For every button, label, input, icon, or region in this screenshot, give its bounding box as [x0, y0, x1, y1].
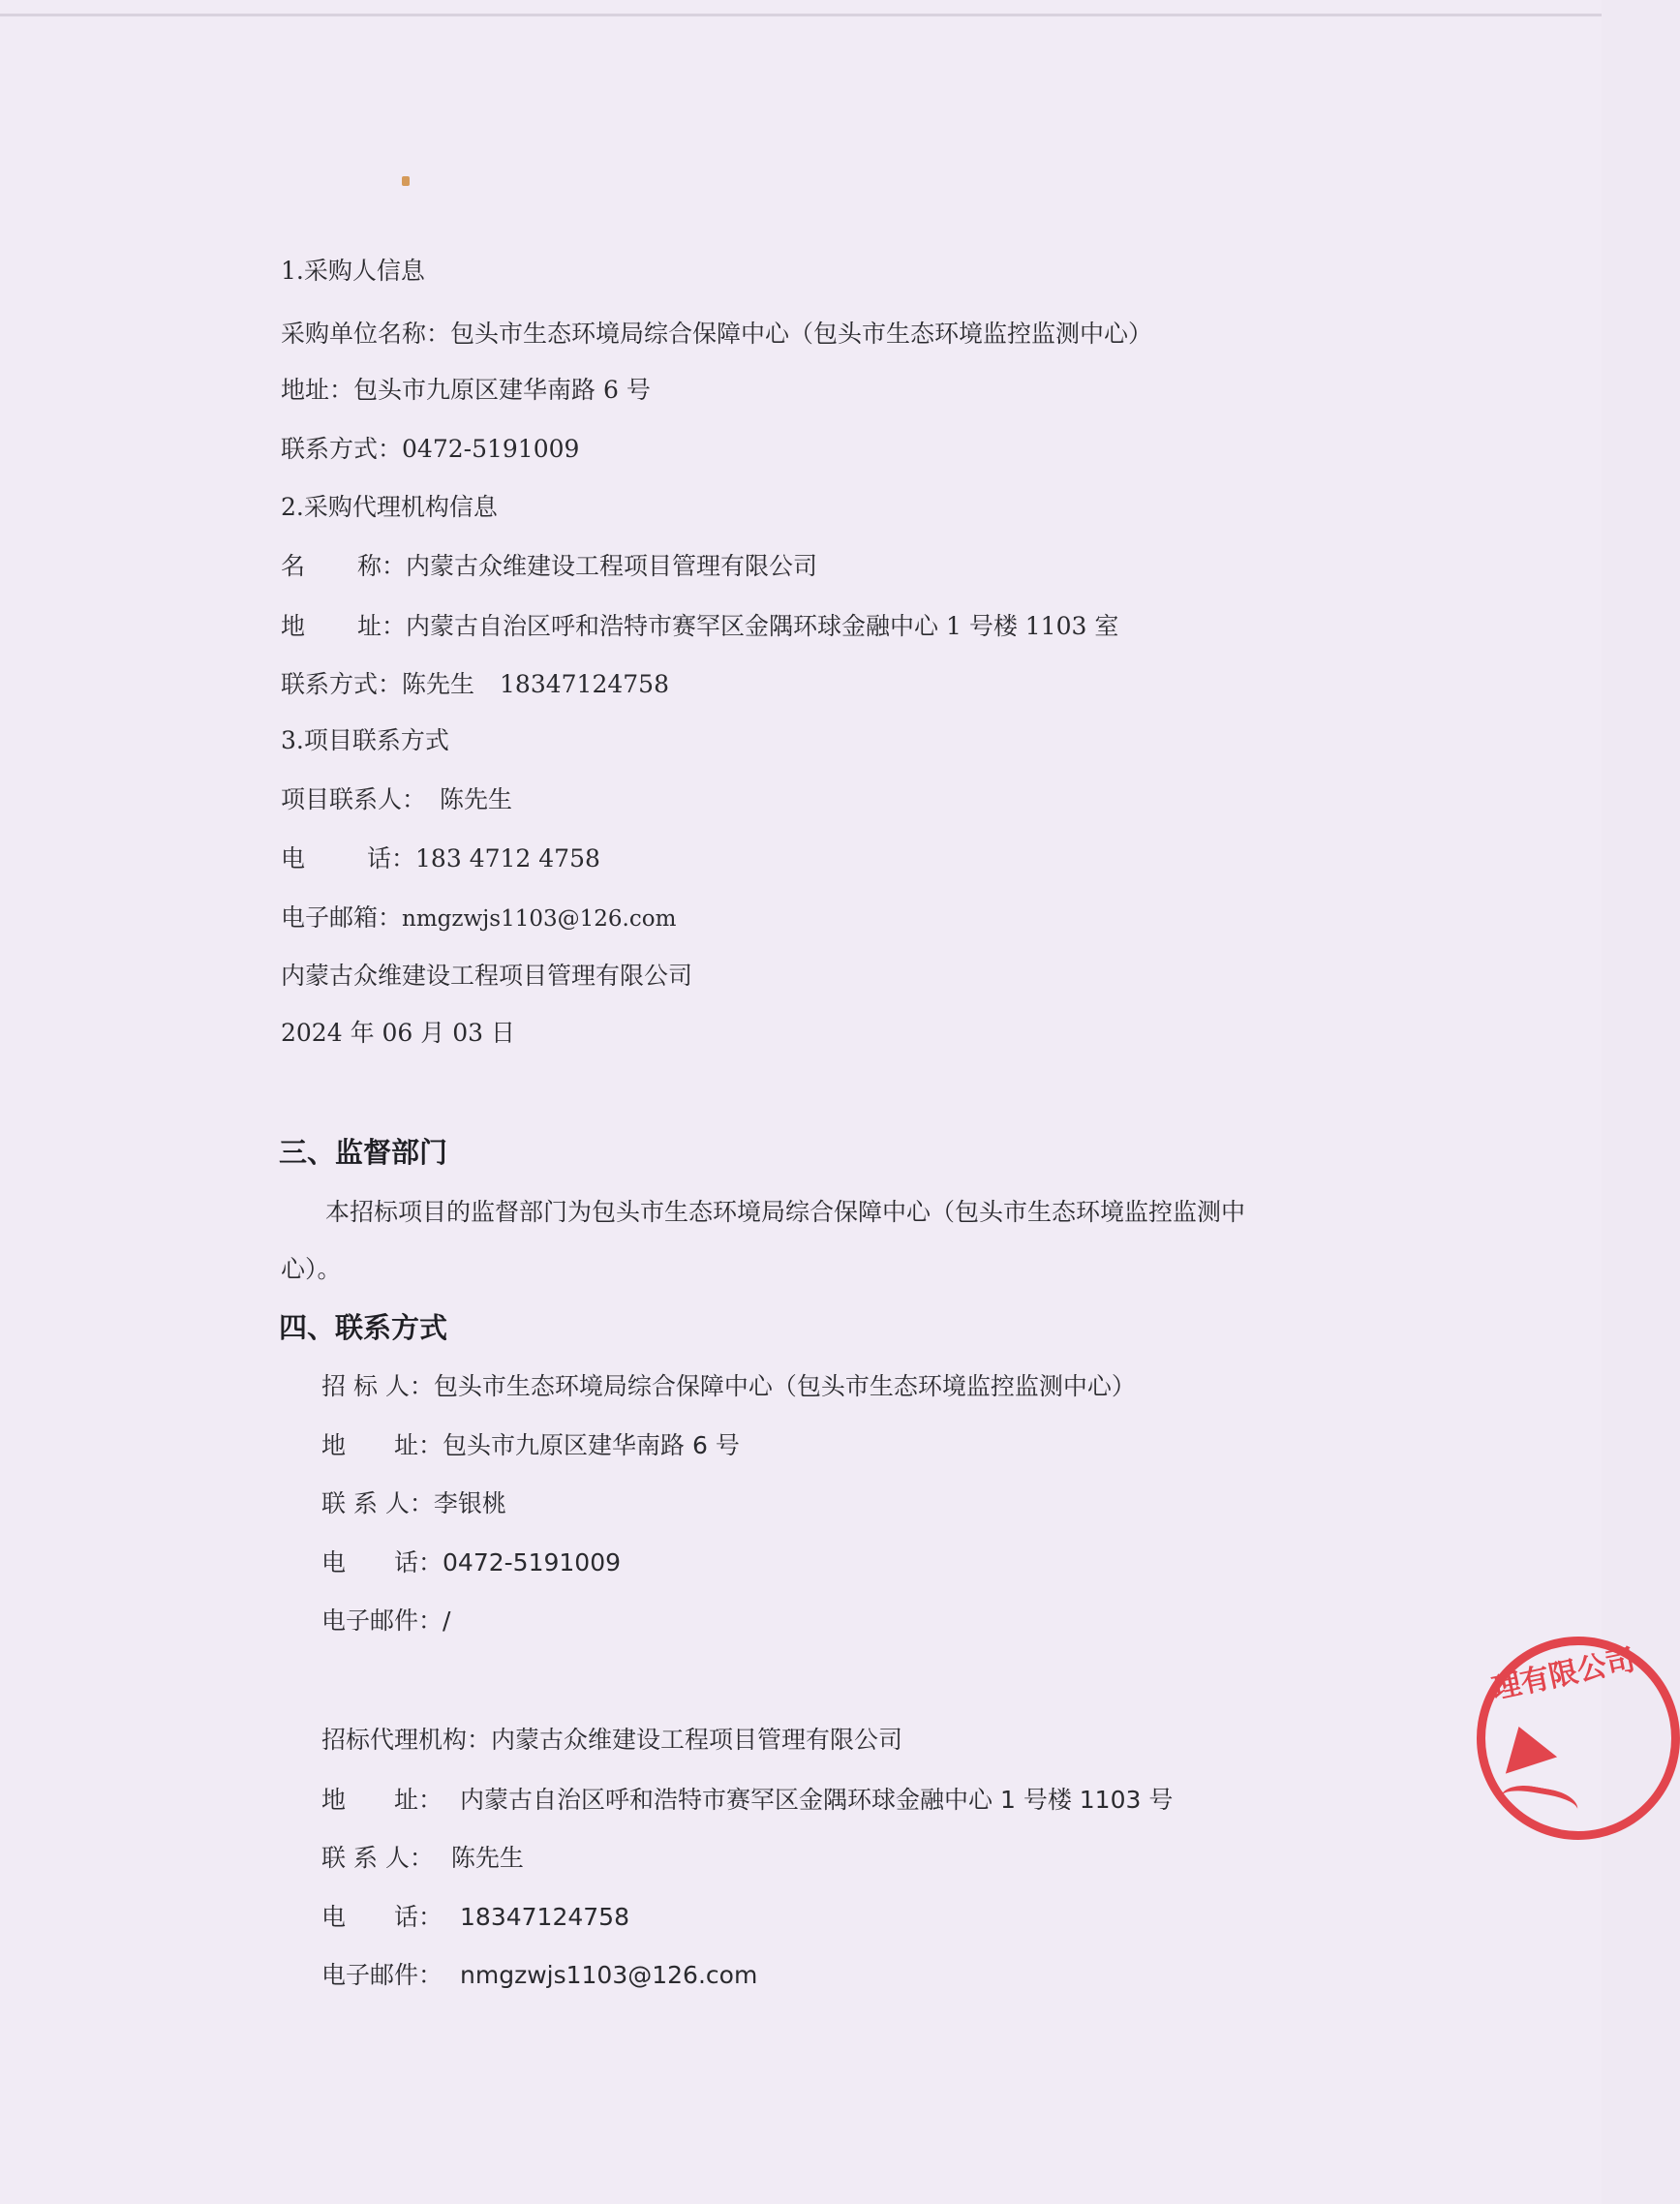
- supervision-text-line2: 心）。: [281, 1255, 342, 1283]
- supervision-text-line1: 本招标项目的监督部门为包头市生态环境局综合保障中心（包头市生态环境监控监测中: [325, 1198, 1246, 1226]
- scan-speck: [402, 176, 410, 186]
- project-contact-email-row: 电子邮箱：nmgzwjs1103@126.com: [281, 903, 677, 932]
- tender-agency-phone-row: 电 话： 18347124758: [321, 1903, 629, 1931]
- tenderer-address-row: 地 址：包头市九原区建华南路 6 号: [321, 1431, 740, 1459]
- signature-company: 内蒙古众维建设工程项目管理有限公司: [281, 962, 693, 990]
- seal-text: 理有限公司: [1488, 1642, 1638, 1707]
- agency-section-title: 2.采购代理机构信息: [281, 493, 498, 521]
- tender-agency-address-row: 地 址： 内蒙古自治区呼和浩特市赛罕区金隅环球金融中心 1 号楼 1103 号: [321, 1786, 1174, 1814]
- purchaser-name-row: 采购单位名称：包头市生态环境局综合保障中心（包头市生态环境监控监测中心）: [281, 320, 1153, 348]
- tenderer-row: 招 标 人：包头市生态环境局综合保障中心（包头市生态环境监控监测中心）: [321, 1372, 1136, 1400]
- supervision-heading: 三、监督部门: [279, 1136, 448, 1169]
- signature-date: 2024 年 06 月 03 日: [281, 1019, 515, 1047]
- project-contact-person-row: 项目联系人： 陈先生: [281, 785, 513, 813]
- tender-agency-row: 招标代理机构：内蒙古众维建设工程项目管理有限公司: [321, 1726, 903, 1754]
- purchaser-contact-row: 联系方式：0472-5191009: [281, 435, 580, 463]
- agency-address-row: 地 址：内蒙古自治区呼和浩特市赛罕区金隅环球金融中心 1 号楼 1103 室: [281, 612, 1119, 640]
- purchaser-address-row: 地址：包头市九原区建华南路 6 号: [281, 376, 651, 404]
- tender-agency-person-row: 联 系 人： 陈先生: [321, 1844, 524, 1872]
- tenderer-email-row: 电子邮件：/: [321, 1607, 451, 1635]
- agency-contact-row: 联系方式：陈先生 18347124758: [281, 670, 669, 698]
- agency-name-row: 名 称：内蒙古众维建设工程项目管理有限公司: [281, 552, 818, 580]
- tender-agency-email-row: 电子邮件： nmgzwjs1103@126.com: [321, 1961, 758, 1989]
- company-seal: [1477, 1637, 1638, 1859]
- scan-top-edge: [0, 14, 1602, 16]
- project-contact-section-title: 3.项目联系方式: [281, 726, 449, 754]
- tenderer-person-row: 联 系 人：李银桃: [321, 1489, 506, 1517]
- contacts-heading: 四、联系方式: [279, 1311, 448, 1344]
- tenderer-phone-row: 电 话：0472-5191009: [321, 1548, 622, 1576]
- project-contact-phone-row: 电 话：183 4712 4758: [281, 844, 600, 872]
- purchaser-section-title: 1.采购人信息: [281, 257, 425, 285]
